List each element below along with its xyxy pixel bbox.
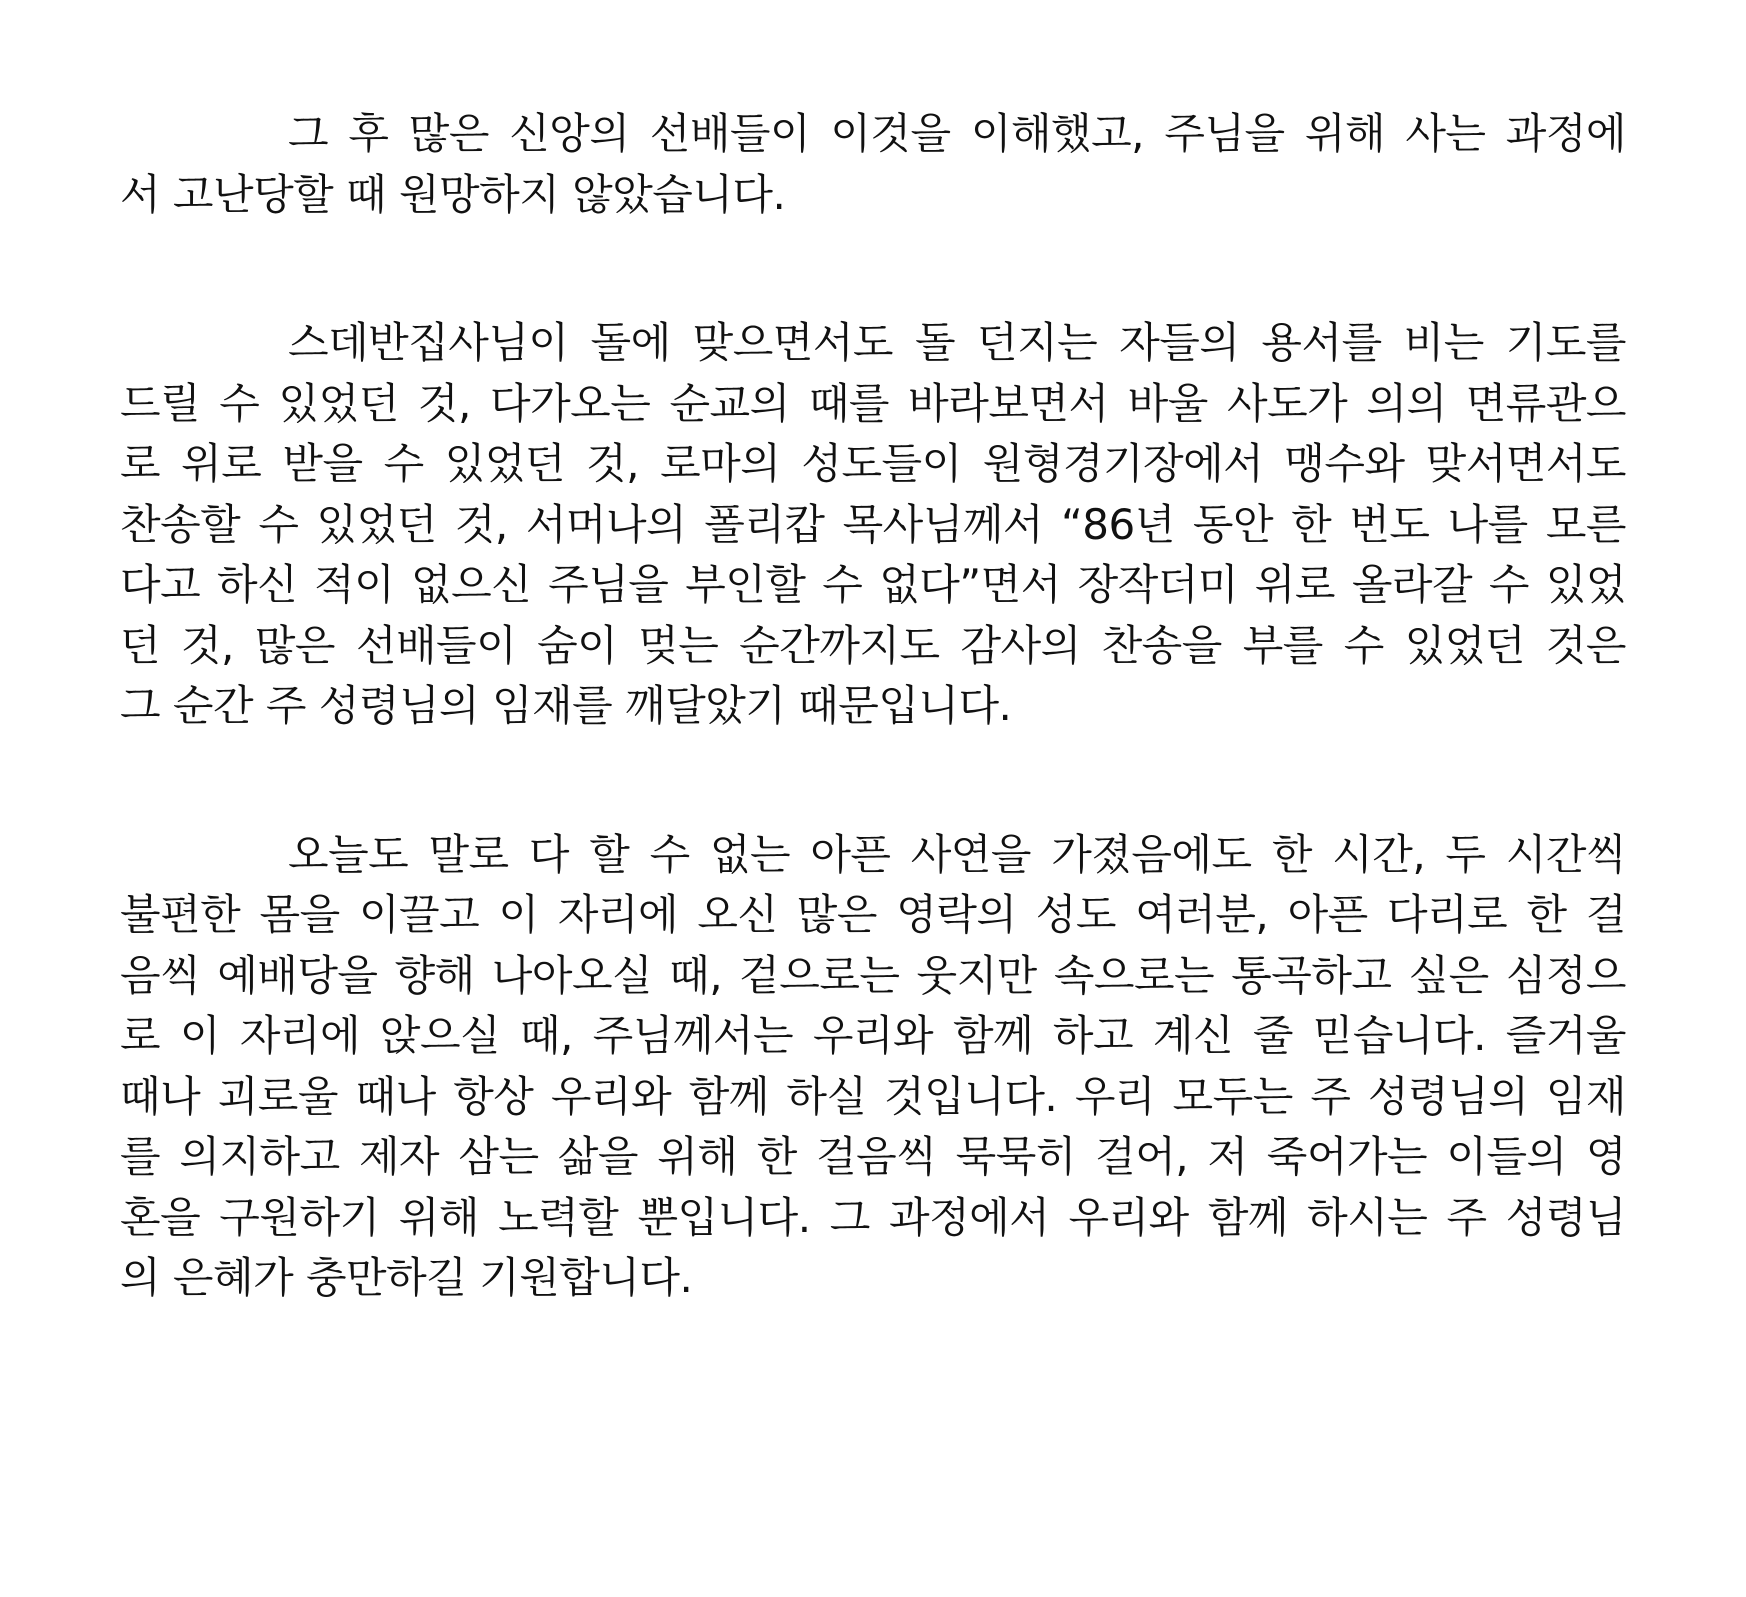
text-line: 찬송할 수 있었던 것, 서머나의 폴리캅 목사님께서 “86년 동안 한 번도 나를 모른: [120, 499, 1626, 549]
paragraph-gap: [120, 737, 1626, 825]
text-line: 를 의지하고 제자 삼는 삶을 위해 한 걸음씩 묵묵히 걸어, 저 죽어가는 이들의 영: [120, 1132, 1626, 1181]
text-line: 그 후 많은 신앙의 선배들이 이것을 이해했고, 주님을 위해 사는 과정에: [288, 109, 1626, 158]
paragraph-1: [120, 104, 1626, 225]
text-line: 그 순간 주 성령님의 임재를 깨달았기 때문입니다.: [120, 681, 1012, 730]
text-line: 던 것, 많은 선배들이 숨이 멎는 순간까지도 감사의 찬송을 부를 수 있었던 것은: [120, 620, 1626, 670]
text-line: 로 위로 받을 수 있었던 것, 로마의 성도들이 원형경기장에서 맹수와 맞서면서도: [120, 439, 1626, 488]
paragraph-2: [120, 313, 1626, 737]
text-line: 서 고난당할 때 원망하지 않았습니다.: [120, 169, 786, 219]
text-line: 오늘도 말로 다 할 수 없는 아픈 사연을 가졌음에도 한 시간, 두 시간씩: [288, 829, 1626, 879]
text-line: 의 은혜가 충만하길 기원합니다.: [120, 1253, 693, 1302]
text-line: 때나 괴로울 때나 항상 우리와 함께 하실 것입니다. 우리 모두는 주 성령님의 임재: [120, 1071, 1626, 1121]
text-line: 불편한 몸을 이끌고 이 자리에 오신 많은 영락의 성도 여러분, 아픈 다리로 한 걸: [120, 890, 1626, 939]
paragraph-3: [120, 825, 1626, 1309]
text-line: 로 이 자리에 앉으실 때, 주님께서는 우리와 함께 하고 계신 줄 믿습니다. 즐거울: [120, 1011, 1626, 1060]
text-line: 스데반집사님이 돌에 맞으면서도 돌 던지는 자들의 용서를 비는 기도를: [288, 318, 1626, 367]
text-line: 혼을 구원하기 위해 노력할 뿐입니다. 그 과정에서 우리와 함께 하시는 주 성령님: [120, 1192, 1626, 1242]
paragraph-gap: [120, 225, 1626, 313]
text-line: 음씩 예배당을 향해 나아오실 때, 겉으로는 웃지만 속으로는 통곡하고 싶은 심정으: [120, 950, 1626, 1000]
text-line: 드릴 수 있었던 것, 다가오는 순교의 때를 바라보면서 바울 사도가 의의 면류관으: [120, 378, 1626, 428]
text-line: 다고 하신 적이 없으신 주님을 부인할 수 없다”면서 장작더미 위로 올라갈 수 있었: [120, 560, 1626, 609]
document-page: [120, 104, 1626, 1309]
